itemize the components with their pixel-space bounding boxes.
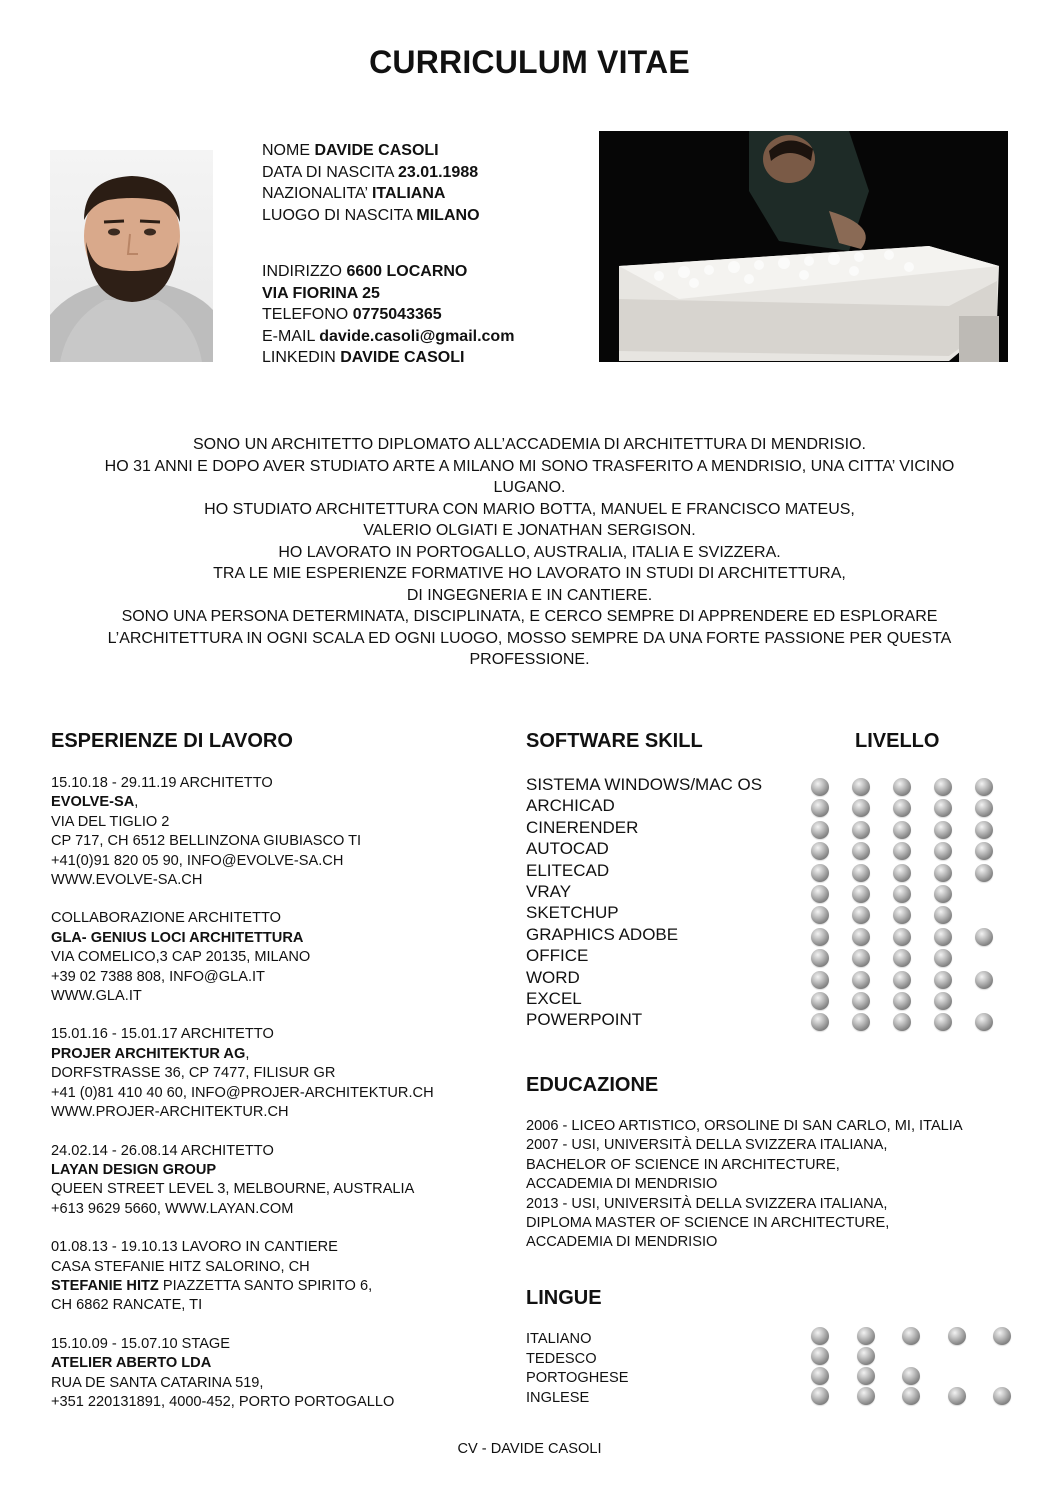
- level-dot: [902, 1327, 920, 1345]
- address-value: 6600 LOCARNO: [346, 263, 468, 280]
- education-line: ACCADEMIA DI MENDRISIO: [526, 1176, 718, 1193]
- level-dot: [975, 971, 993, 989]
- document-title: CURRICULUM VITAE: [369, 44, 690, 80]
- nationality-row: NAZIONALITA’ ITALIANA: [262, 185, 446, 202]
- level-dot: [811, 1387, 829, 1405]
- phone-value: 0775043365: [352, 306, 442, 323]
- company-name: PROJER ARCHITEKTUR AG: [51, 1045, 246, 1062]
- level-dot: [893, 949, 911, 967]
- architecture-model-photo: [599, 131, 1008, 362]
- level-dot: [852, 949, 870, 967]
- level-row: [811, 1012, 1011, 1033]
- portrait-photo: [50, 150, 213, 362]
- bio-paragraph: [40, 434, 1019, 671]
- level-dot: [975, 821, 993, 839]
- level-dot: [893, 971, 911, 989]
- level-dot: [948, 1387, 966, 1405]
- linkedin-row: LINKEDIN DAVIDE CASOLI: [262, 349, 465, 366]
- bio-line: SONO UN ARCHITETTO DIPLOMATO ALL’ACCADEMIA DI ARCHITETTURA DI MENDRISIO.: [193, 436, 866, 453]
- skill-name: POWERPOINT: [526, 1010, 643, 1030]
- education-line: ACCADEMIA DI MENDRISIO: [526, 1234, 718, 1251]
- skill-name: SKETCHUP: [526, 903, 619, 923]
- name-value: DAVIDE CASOLI: [314, 142, 439, 159]
- level-dot: [811, 864, 829, 882]
- language-name: TEDESCO: [526, 1350, 597, 1367]
- level-dot: [893, 799, 911, 817]
- level-heading: LIVELLO: [855, 730, 940, 752]
- level-dot: [934, 1013, 952, 1031]
- level-dot: [852, 778, 870, 796]
- level-dot: [811, 992, 829, 1010]
- job-entry: 01.08.13 - 19.10.13 LAVORO IN CANTIERE CASA STEFANIE HITZ SALORINO, CH STEFANIE HITZ PIAZZETTA SANTO SPIRITO 6, CH 6862 RANCATE, TI: [51, 1239, 373, 1314]
- level-row: [811, 1326, 1011, 1346]
- skill-name: ELITECAD: [526, 860, 610, 880]
- level-dot: [857, 1327, 875, 1345]
- skill-name: OFFICE: [526, 946, 589, 966]
- skill-name: GRAPHICS ADOBE: [526, 924, 679, 944]
- education-line: BACHELOR OF SCIENCE IN ARCHITECTURE,: [526, 1156, 840, 1173]
- education-line: 2013 - USI, UNIVERSITÀ DELLA SVIZZERA ITALIANA,: [526, 1195, 888, 1212]
- street-row: [262, 283, 514, 305]
- skill-name: EXCEL: [526, 988, 582, 1008]
- skill-name: VRAY: [526, 881, 572, 901]
- level-dot: [975, 799, 993, 817]
- level-dot: [993, 1327, 1011, 1345]
- level-dot: [811, 906, 829, 924]
- level-dot: [852, 928, 870, 946]
- job-entry: 15.01.16 - 15.01.17 ARCHITETTO PROJER ARCHITEKTUR AG, DORFSTRASSE 36, CP 7477, FILISUR GR +41 (0)81 410 40 60, INFO@PROJER-ARCHITEKTUR.CH WWW.PROJER-ARCHITEKTUR.CH: [51, 1026, 434, 1121]
- level-dot: [857, 1367, 875, 1385]
- bio-line: HO STUDIATO ARCHITETTURA CON MARIO BOTTA, MANUEL E FRANCISCO MATEUS,: [204, 500, 855, 518]
- level-dot: [852, 906, 870, 924]
- level-dot: [852, 842, 870, 860]
- level-dot: [852, 1013, 870, 1031]
- level-dot: [852, 885, 870, 903]
- level-dot: [934, 928, 952, 946]
- email-row: E-MAIL davide.casoli@gmail.com: [262, 327, 515, 345]
- bio-line: HO LAVORATO IN PORTOGALLO, AUSTRALIA, ITALIA E SVIZZERA.: [278, 543, 781, 561]
- skill-name: ARCHICAD: [526, 796, 615, 816]
- company-name: STEFANIE HITZ: [51, 1277, 159, 1294]
- level-dot: [811, 1327, 829, 1345]
- skill-name: CINERENDER: [526, 817, 639, 837]
- languages-list: [526, 1330, 628, 1408]
- bio-line: HO 31 ANNI E DOPO AVER STUDIATO ARTE A MILANO MI SONO TRASFERITO A MENDRISIO, UNA CITTA’ VICINO: [104, 457, 955, 475]
- phone-row: TELEFONO 0775043365: [262, 306, 442, 323]
- education-list: [526, 1117, 963, 1253]
- level-dot: [857, 1347, 875, 1365]
- level-dot: [852, 821, 870, 839]
- bio-line: PROFESSIONE.: [469, 651, 590, 668]
- level-dot: [934, 864, 952, 882]
- name-row: NOME DAVIDE CASOLI: [262, 142, 439, 159]
- level-dot: [975, 842, 993, 860]
- birthplace-value: MILANO: [416, 206, 480, 224]
- level-dot: [811, 799, 829, 817]
- level-dot: [975, 778, 993, 796]
- company-name: GLA- GENIUS LOCI ARCHITETTURA: [51, 929, 304, 946]
- level-dot: [975, 1013, 993, 1031]
- level-dot: [811, 971, 829, 989]
- job-entry: 15.10.09 - 15.07.10 STAGE ATELIER ABERTO LDA RUA DE SANTA CATARINA 519, +351 220131891, 4000-452, PORTO PORTOGALLO: [51, 1335, 395, 1410]
- level-row: [811, 841, 1011, 862]
- birthplace-row: LUOGO DI NASCITA MILANO: [262, 206, 480, 224]
- level-row: [811, 777, 1011, 798]
- bio-line: TRA LE MIE ESPERIENZE FORMATIVE HO LAVORATO IN STUDI DI ARCHITETTURA,: [213, 565, 846, 582]
- personal-info: [262, 140, 514, 369]
- level-dot: [811, 842, 829, 860]
- level-row: [811, 863, 1011, 884]
- level-dot: [934, 842, 952, 860]
- level-dot: [857, 1387, 875, 1405]
- skill-name: WORD: [526, 967, 580, 987]
- level-row: [811, 820, 1011, 841]
- level-dot: [893, 928, 911, 946]
- education-line: DIPLOMA MASTER OF SCIENCE IN ARCHITECTURE,: [526, 1215, 890, 1232]
- skill-name: AUTOCAD: [526, 839, 609, 859]
- bio-line: LUGANO.: [493, 479, 566, 496]
- level-row: [811, 1386, 1011, 1406]
- level-dot: [975, 928, 993, 946]
- language-level-dots: [811, 1326, 1011, 1406]
- language-name: ITALIANO: [526, 1331, 592, 1347]
- footer-label: CV - DAVIDE CASOLI: [457, 1441, 602, 1457]
- level-dot: [811, 928, 829, 946]
- linkedin-value: DAVIDE CASOLI: [340, 349, 465, 366]
- level-dot: [852, 971, 870, 989]
- level-row: [811, 798, 1011, 819]
- bio-line: SONO UNA PERSONA DETERMINATA, DISCIPLINATA, E CERCO SEMPRE DI APPRENDERE ED ESPLORARE: [121, 608, 938, 625]
- level-dot: [948, 1327, 966, 1345]
- address-row: INDIRIZZO 6600 LOCARNO: [262, 263, 468, 280]
- skills-list: [526, 774, 762, 1031]
- level-dot: [852, 992, 870, 1010]
- language-name: PORTOGHESE: [526, 1370, 629, 1386]
- level-dot: [893, 885, 911, 903]
- level-row: [811, 948, 1011, 969]
- level-dot: [934, 778, 952, 796]
- birthdate-value: 23.01.1988: [398, 163, 479, 181]
- level-dot: [975, 864, 993, 882]
- level-row: [811, 1366, 1011, 1386]
- level-row: [811, 905, 1011, 926]
- level-dot: [934, 992, 952, 1010]
- bio-line: VALERIO OLGIATI E JONATHAN SERGISON.: [363, 522, 696, 539]
- level-dot: [902, 1387, 920, 1405]
- level-dot: [893, 1013, 911, 1031]
- level-dot: [934, 799, 952, 817]
- level-dot: [893, 992, 911, 1010]
- job-entry: 24.02.14 - 26.08.14 ARCHITETTO LAYAN DESIGN GROUP QUEEN STREET LEVEL 3, MELBOURNE, AUSTRALIA +613 9629 5660, WWW.LAYAN.COM: [51, 1142, 415, 1217]
- experience-list: [51, 774, 434, 1431]
- level-row: [811, 991, 1011, 1012]
- level-dot: [934, 821, 952, 839]
- level-dot: [934, 949, 952, 967]
- level-dot: [811, 821, 829, 839]
- level-dot: [811, 778, 829, 796]
- company-name: LAYAN DESIGN GROUP: [51, 1161, 217, 1178]
- level-dot: [893, 778, 911, 796]
- level-dot: [934, 906, 952, 924]
- company-name: EVOLVE-SA: [51, 794, 135, 811]
- job-entry: COLLABORAZIONE ARCHITETTO GLA- GENIUS LOCI ARCHITETTURA VIA COMELICO,3 CAP 20135, MILANO +39 02 7388 808, INFO@GLA.IT WWW.GLA.IT: [51, 910, 311, 1005]
- languages-heading: LINGUE: [526, 1287, 602, 1309]
- education-heading: EDUCAZIONE: [526, 1074, 659, 1096]
- level-dot: [852, 799, 870, 817]
- company-name: ATELIER ABERTO LDA: [51, 1355, 212, 1372]
- level-row: [811, 927, 1011, 948]
- level-dot: [811, 1367, 829, 1385]
- street-value: VIA FIORINA 25: [262, 284, 380, 302]
- level-dot: [811, 949, 829, 967]
- level-row: [811, 884, 1011, 905]
- experience-heading: ESPERIENZE DI LAVORO: [51, 730, 293, 752]
- level-dot: [852, 864, 870, 882]
- level-dot: [811, 1013, 829, 1031]
- level-dot: [893, 906, 911, 924]
- level-dot: [934, 971, 952, 989]
- level-dot: [993, 1387, 1011, 1405]
- email-value: davide.casoli@gmail.com: [319, 327, 515, 345]
- level-row: [811, 1346, 1011, 1366]
- skill-level-dots: [811, 777, 1011, 1034]
- skills-heading: SOFTWARE SKILL: [526, 730, 703, 752]
- job-entry: 15.10.18 - 29.11.19 ARCHITETTO EVOLVE-SA, VIA DEL TIGLIO 2 CP 717, CH 6512 BELLINZONA GIUBIASCO TI +41(0)91 820 05 90, INFO@EVOLVE-SA.CH WWW.EVOLVE-SA.CH: [51, 775, 362, 889]
- skill-name: SISTEMA WINDOWS/MAC OS: [526, 775, 763, 794]
- language-name: INGLESE: [526, 1389, 590, 1406]
- education-line: 2006 - LICEO ARTISTICO, ORSOLINE DI SAN CARLO, MI, ITALIA: [526, 1118, 963, 1134]
- level-dot: [893, 821, 911, 839]
- birthdate-row: DATA DI NASCITA 23.01.1988: [262, 163, 479, 181]
- bio-line: DI INGEGNERIA E IN CANTIERE.: [406, 586, 653, 604]
- bio-line: L’ARCHITETTURA IN OGNI SCALA ED OGNI LUOGO, MOSSO SEMPRE DA UNA FORTE PASSIONE PER QUESTA: [107, 629, 952, 647]
- level-dot: [811, 1347, 829, 1365]
- level-dot: [902, 1367, 920, 1385]
- level-row: [811, 970, 1011, 991]
- nationality-value: ITALIANA: [371, 185, 446, 202]
- level-dot: [811, 885, 829, 903]
- level-dot: [934, 885, 952, 903]
- education-line: 2007 - USI, UNIVERSITÀ DELLA SVIZZERA ITALIANA,: [526, 1137, 888, 1154]
- level-dot: [893, 842, 911, 860]
- level-dot: [893, 864, 911, 882]
